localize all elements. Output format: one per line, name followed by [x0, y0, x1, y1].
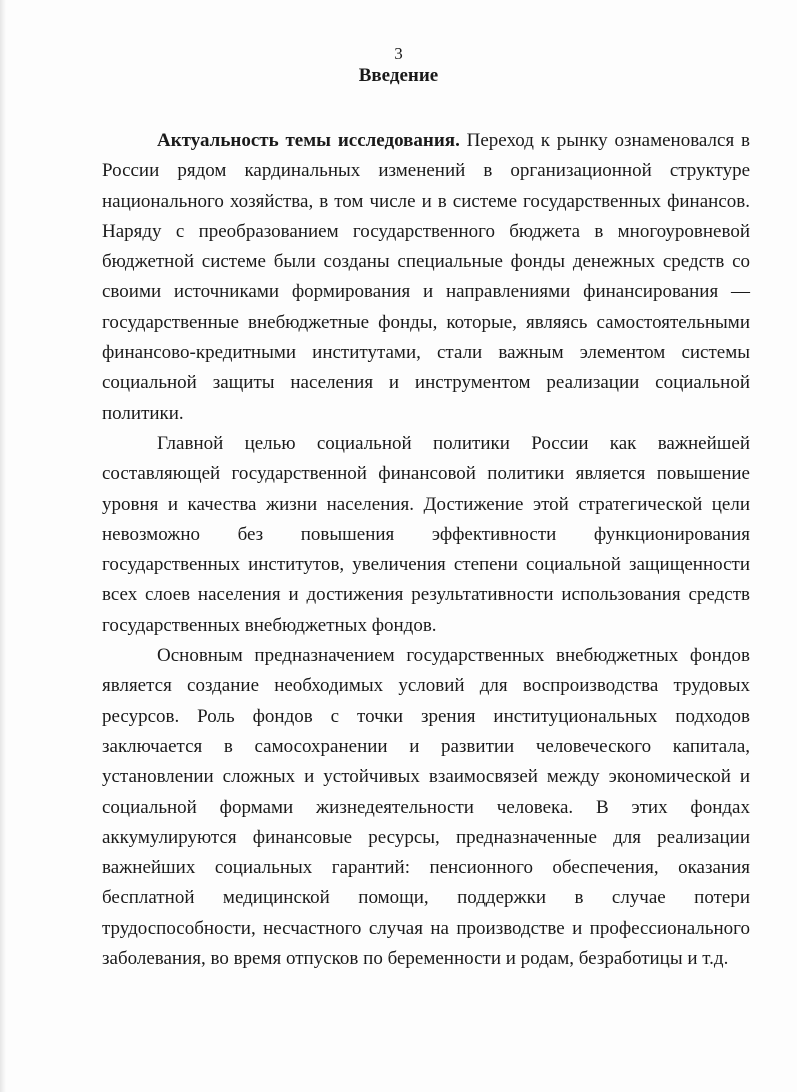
paragraph-text: Переход к рынку ознаменовался в России рядом кардинальных изменений в организационной структуре национального хозяйства, в том числе и в системе государственных финансов. Наряду с преобразованием государственного бюджета в многоуровневой бюджетной системе были созданы специальные фонды денежных средств со своими источниками формирования и направлениями финансирования — государственные внебюджетные фонды, которые, являясь самостоятельными финансово-кредитными институтами, стали важным элементом системы социальной защиты населения и инструментом реализации социальной политики. — [102, 130, 750, 424]
paragraph-lead: Актуальность темы исследования. — [157, 130, 460, 151]
paragraph-text: Главной целью социальной политики России как важнейшей составляющей государственной финансовой политики является повышение уровня и качества жизни населения. Достижение этой стратегической цели невозможно без повышения эффективности функционирования государственных институтов, увеличения степени социальной защищенности всех слоев населения и достижения результативности использования средств государственных внебюджетных фондов. — [102, 432, 750, 636]
paragraph-relevance — [102, 126, 750, 429]
scan-edge — [0, 0, 6, 1092]
page-number: 3 — [394, 44, 403, 63]
paragraph-social-policy — [102, 429, 750, 641]
paragraph-text: Основным предназначением государственных внебюджетных фондов является создание необходимых условий для воспроизводства трудовых ресурсов. Роль фондов с точки зрения институциональных подходов заключается в самосохранении и развитии человеческого капитала, установлении сложных и устойчивых взаимосвязей между экономической и социальной формами жизнедеятельности человека. В этих фондах аккумулируются финансовые ресурсы, предназначенные для реализации важнейших социальных гарантий: пенсионного обеспечения, оказания бесплатной медицинской помощи, поддержки в случае потери трудоспособности, несчастного случая на производстве и профессионального заболевания, во время отпусков по беременности и родам, безработицы и т.д. — [102, 645, 750, 970]
paragraph-fund-purpose — [102, 641, 750, 974]
section-title: Введение — [358, 65, 439, 86]
document-body — [102, 126, 750, 974]
